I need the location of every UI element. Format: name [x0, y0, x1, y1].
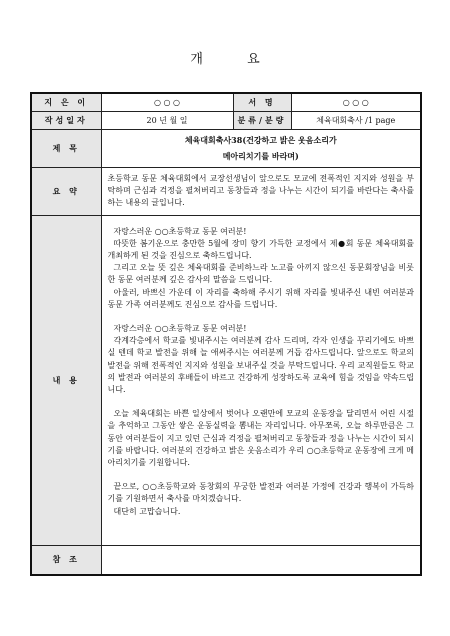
content-paragraph: 아울러, 바쁘신 가운데 이 자리를 축하해 주시기 위해 자리를 빛내주신 내빈 여러분과 동문 가족 여러분께도 진심으로 감사를 드립니다.	[107, 287, 414, 309]
content-body	[101, 215, 421, 545]
content-paragraph: 각계각층에서 학교를 빛내주시는 여러분께 감사 드리며, 각자 인생을 꾸리기에도 바쁘실 텐데 학교 발전을 위해 늘 애써주시는 여러분께 거듭 감사드립니다. 앞으로도 학교의 발전을 위해 전폭적인 지지와 성원을 보내주실 것을 부탁드립니다. 우리 교직원들도 학교의 발전과 여러분의 후배들이 바르고 건강하게 성장하도록 교육에 힘을 것임을 약속드립니다.	[107, 336, 414, 394]
paragraph-gap	[108, 311, 415, 323]
content-paragraph: 따뜻한 봄기운으로 충만한 5월에 장미 향기 가득한 교정에서 제●회 동문 체육대회를 개최하게 된 것을 진심으로 축하드립니다.	[107, 238, 414, 260]
content-paragraph: 그리고 오늘 뜻 깊은 체육대회를 준비하느라 노고를 아끼지 않으신 동문회장님을 비롯한 동문 여러분께 깊은 감사의 말씀을 드립니다.	[107, 263, 414, 285]
category-value: 체육대회축사 /1 page	[291, 111, 421, 129]
paragraph-gap	[108, 469, 415, 481]
category-label: 분류/분량	[233, 111, 291, 129]
subject-label: 제 목	[31, 129, 101, 167]
book-name-value: ○ ○ ○	[291, 93, 421, 111]
date-label: 작성일자	[31, 111, 101, 129]
content-paragraph: 오늘 체육대회는 바쁜 일상에서 벗어나 오랜만에 모교의 운동장을 달리면서 어린 시절을 추억하고 그동안 쌓은 운동실력을 뽐내는 자리입니다. 아무쪼록, 오늘 하루만큼은 그동안 여러분들이 지고 있던 근심과 걱정을 펼쳐버리고 동창들과 정을 나누는 시간이 되시기를 바랍니다. 여러분의 건강하고 밝은 웃음소리가 우리 ○○초등학교 운동장에 크게 메아리치기를 기원합니다.	[107, 409, 414, 467]
subject-line-1: 체육대회축사38(건강하고 밝은 웃음소리가	[184, 135, 337, 145]
date-value: 20 년 월 일	[101, 111, 233, 129]
content-paragraph: 자랑스러운 ○○초등학교 동문 여러분!	[113, 323, 247, 333]
content-paragraph: 끝으로, ○○초등학교와 동창회의 무궁한 발전과 여러분 가정에 건강과 행복이 가득하기를 기원하면서 축사를 마치겠습니다.	[107, 482, 414, 504]
content-paragraph: 자랑스러운 ○○초등학교 동문 여러분!	[113, 226, 247, 236]
summary-text: 초등학교 동문 체육대회에서 교장선생님이 앞으로도 모교에 전폭적인 지지와 성원을 부탁하며 근심과 걱정을 펼쳐버리고 동창들과 정을 나누는 시간이 되기를 바란다는 축사를 하는 내용의 글입니다.	[101, 167, 421, 215]
author-label: 지 은 이	[31, 93, 101, 111]
subject-line-2: 메아리치기를 바라며)	[222, 151, 299, 161]
summary-form-table	[30, 92, 422, 576]
document-title: 개 요	[190, 52, 280, 67]
content-paragraph: 대단히 고맙습니다.	[113, 506, 181, 516]
content-label: 내 용	[31, 215, 101, 545]
subject-value	[101, 129, 421, 167]
summary-label: 요 약	[31, 167, 101, 215]
book-name-label: 서 명	[233, 93, 291, 111]
note-label: 참 조	[31, 545, 101, 575]
author-value: ○ ○ ○	[101, 93, 233, 111]
paragraph-gap	[108, 396, 415, 408]
note-value	[101, 545, 421, 575]
